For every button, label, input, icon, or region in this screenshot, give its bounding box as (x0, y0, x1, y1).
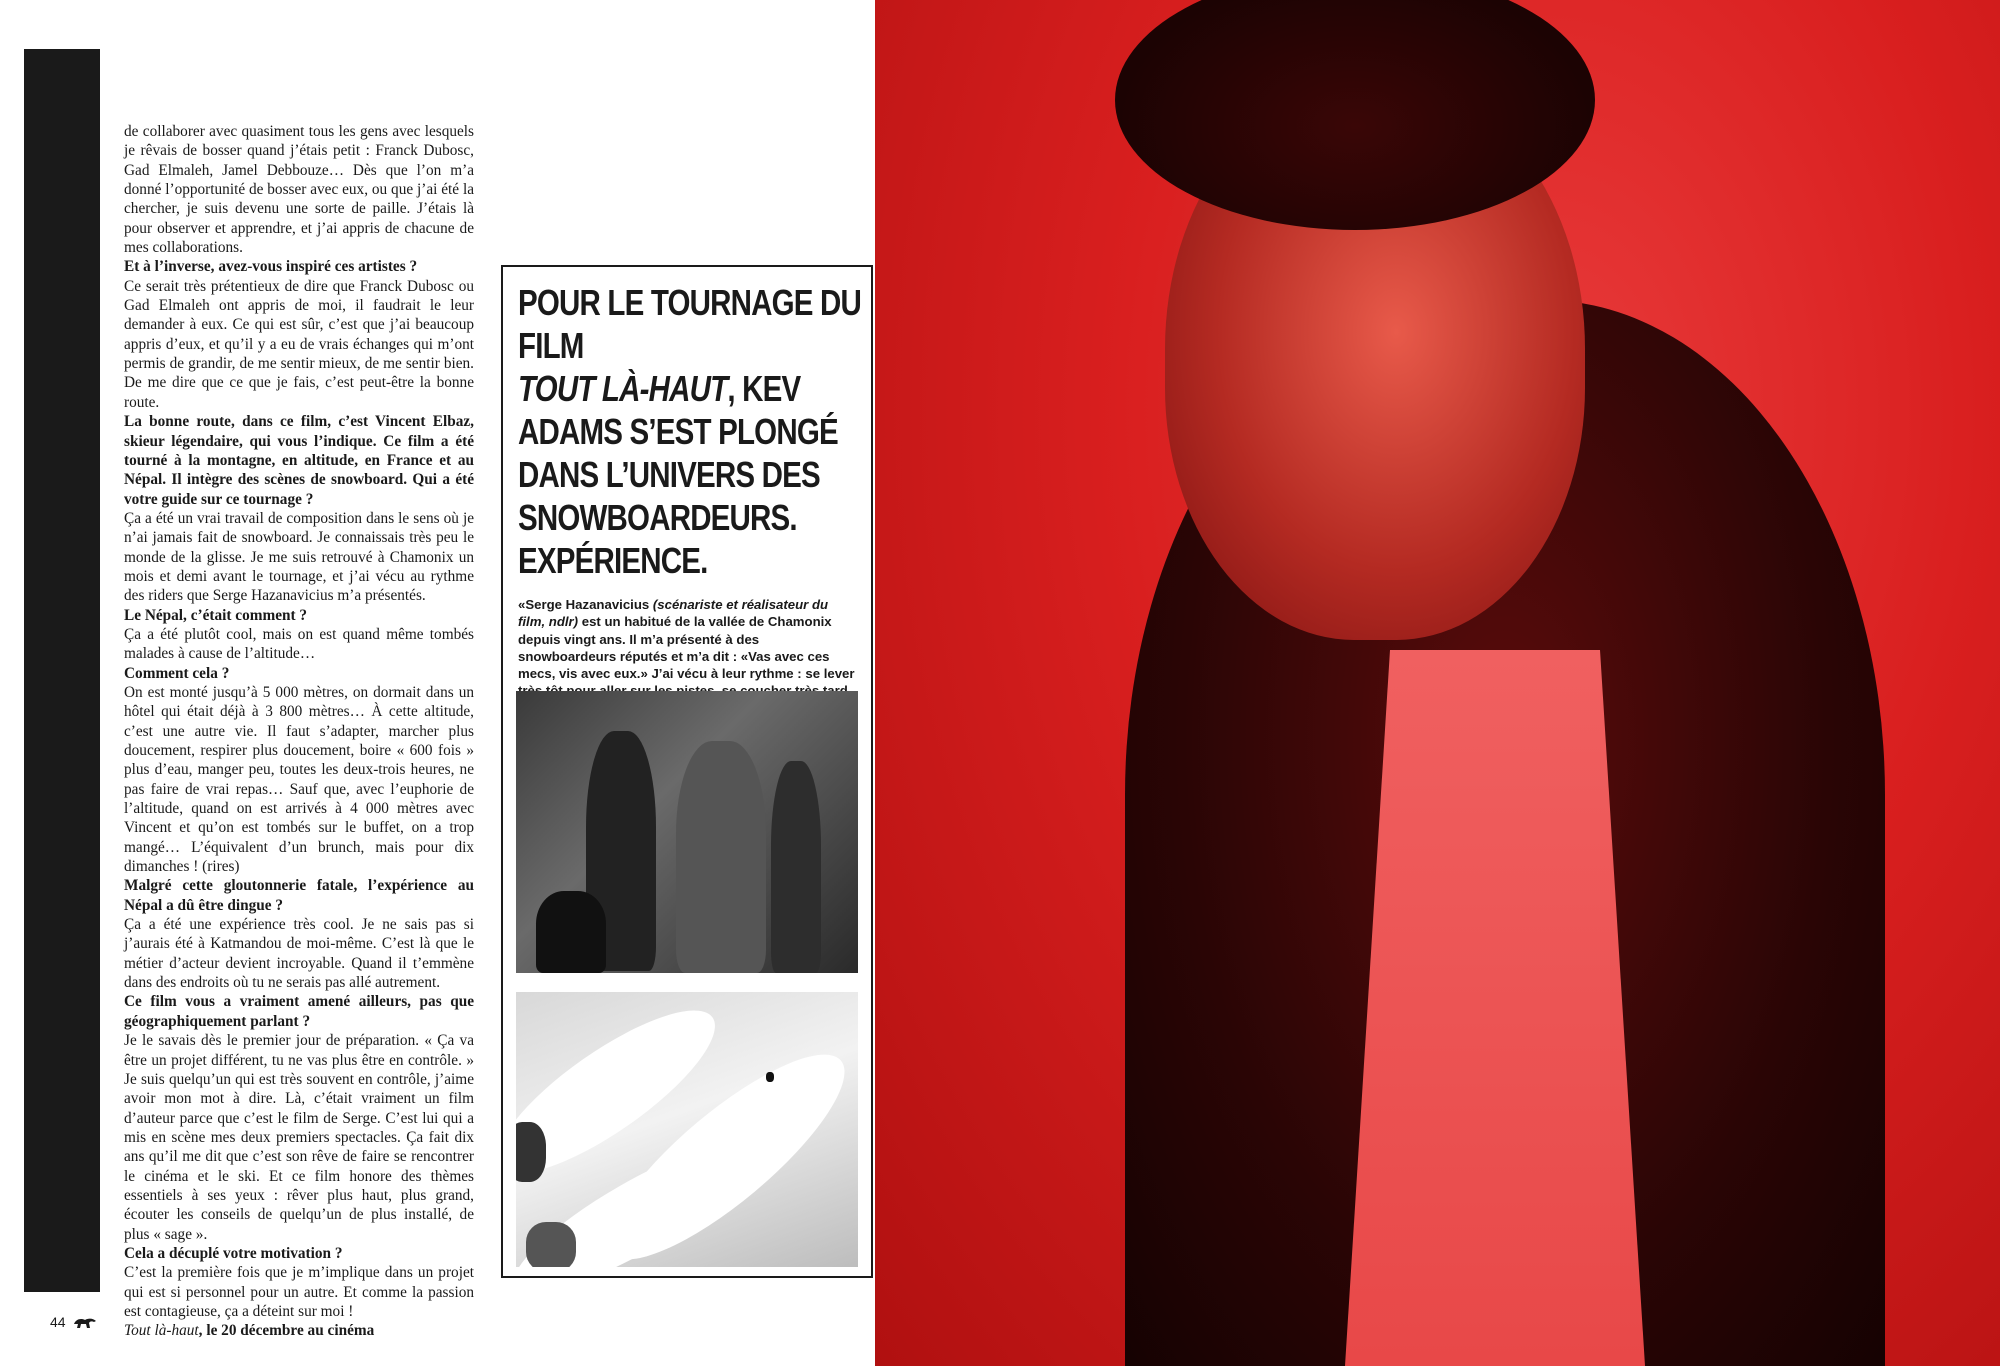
interview-question: La bonne route, dans ce film, c’est Vincent Elbaz, skieur légendaire, qui vous l’indique. Ce film a été tourné à la montagne, en altitude, en France et au Népal. Il intègre des scènes de snowboard. Qui a été votre guide sur ce tournage ? (124, 413, 474, 508)
quote-italic: (scénariste et réalisateur du film, ndlr) (518, 597, 829, 630)
interview-answer: C’est la première fois que je m’implique dans un projet qui est si personnel pour un autre. Et comme la passion est contagieuse, ça a déteint sur moi ! (124, 1264, 474, 1320)
rock-shape (516, 1122, 546, 1182)
release-credit (124, 1321, 474, 1340)
quote-rest: est un habitué de la vallée de Chamonix depuis vingt ans. Il m’a présenté à des snowboardeurs réputés et m’a dit : «Vas avec ces mecs, vis avec eux.» J’ai vécu à leur rythme : se lever (518, 614, 855, 682)
interview-answer: Ça a été une expérience très cool. Je ne sais pas si j’aurais été à Katmandou de moi-même. C’est là que le métier d’acteur devient incroyable. Quand il t’emmène dans des endroits où tu ne serais pas allé autrement. (124, 916, 474, 992)
page-number: 44 (50, 1314, 66, 1330)
figure-shape (771, 761, 821, 973)
interview-answer: Ça a été un vrai travail de composition dans le sens où je n’ai jamais fait de snowboard. Je connaissais très peu le monde de la glisse. Je me suis retrouvé à Chamonix un mois et demi avant le tournage, et j’ai vécu au rythme des riders que Serge Hazanavicius m’a présentés. (124, 509, 474, 605)
interview-question: Comment cela ? (124, 664, 230, 682)
headline-film-title: TOUT LÀ-HAUT (518, 368, 728, 409)
portrait-photo (875, 0, 2000, 1366)
interview-question: Ce film vous a vraiment amené ailleurs, pas que géographiquement parlant ? (124, 993, 474, 1030)
photo-nepal-street (516, 691, 858, 973)
article-body (124, 122, 474, 1341)
headline-part-2: , KEV ADAMS S’EST PLONGÉ DANS L’UNIVERS DES SNOWBOARDEURS. EXPÉRIENCE. (518, 368, 838, 581)
interview-question: Et à l’inverse, avez-vous inspiré ces artistes ? (124, 258, 418, 276)
left-black-bar (24, 49, 100, 1292)
credit-film-title: Tout là-haut (124, 1322, 199, 1340)
interview-answer: Ce serait très prétentieux de dire que Franck Dubosc ou Gad Elmaleh ont appris de moi, il faudrait le leur demander à eux. Ce qui est sûr, c’est que j’ai beaucoup appris d’eux, et qu’il y a eu de vrais échanges qui m’ont permis de grandir, de me sentir mieux, de me sentir bien. De me dire que ce que je fais, c’est peut-être la bonne route. (124, 277, 474, 411)
interview-answer: On est monté jusqu’à 5 000 mètres, on dormait dans un hôtel qui était déjà à 3 800 mètres… À cette altitude, c’est une autre vie. Il faut s’adapter, marcher plus doucement, respirer plus doucement, boire « 600 fois » plus d’eau, manger peu, toutes les deux-trois heures, ne pas faire de vrai repas… Sauf que, avec l’euphorie de l’altitude, quand on est arrivés à 4 000 mètres avec Vincent et qu’on est tombés sur le buffet, on a trop mangé… L’équivalent d’un brunch, mais pour dix dimanches ! (rires) (124, 683, 474, 876)
rider-shape (766, 1072, 774, 1082)
rock-shape (526, 1222, 576, 1267)
interview-answer: Je le savais dès le premier jour de préparation. « Ça va être un projet différent, tu ne vas plus être en contrôle. » Je suis quelqu’un qui est très souvent en contrôle, j’aime avoir mon mot à dire. Là, c’était vraiment un film d’auteur parce que c’est le film de Serge. C’est lui qui a mis en scène mes deux premiers spectacles. Ça fait dix ans qu’il me dit que c’est son rêve de faire se rencontrer le cinéma et le ski. Et ce film honore des thèmes essentiels à ses yeux : rêver plus haut, plus grand, écouter les conseils de quelqu’un de plus installé, de plus « sage ». (124, 1032, 474, 1243)
shirt-shape (1345, 650, 1645, 1366)
interview-question: Cela a décuplé votre motivation ? (124, 1244, 343, 1262)
sidebar-box (501, 265, 873, 1278)
credit-release-date: , le 20 décembre au cinéma (198, 1322, 375, 1340)
photo-snow-slope (516, 992, 858, 1267)
figure-shape (676, 741, 766, 973)
interview-answer: de collaborer avec quasiment tous les gens avec lesquels je rêvais de bosser quand j’étais petit : Franck Dubosc, Gad Elmaleh, Jamel Debbouze… Dès que l’on m’a donné l’opportunité de bosser avec eux, ou que j’ai été la chercher, je suis devenu une sorte de paille. J’étais là pour observer et apprendre, et j’ai appris de chacune de mes collaborations. (124, 123, 474, 257)
interview-question: Le Népal, c’était comment ? (124, 606, 308, 624)
headline-part-1: POUR LE TOURNAGE DU FILM (518, 282, 862, 366)
figure-shape (536, 891, 606, 973)
interview-question: Malgré cette gloutonnerie fatale, l’expérience au Népal a dû être dingue ? (124, 877, 474, 914)
sidebar-headline (518, 281, 862, 582)
quote-open: «Serge Hazanavicius (518, 597, 653, 612)
bull-logo-icon (72, 1315, 98, 1329)
interview-answer: Ça a été plutôt cool, mais on est quand même tombés malades à cause de l’altitude… (124, 625, 474, 663)
page-footer (50, 1314, 98, 1330)
